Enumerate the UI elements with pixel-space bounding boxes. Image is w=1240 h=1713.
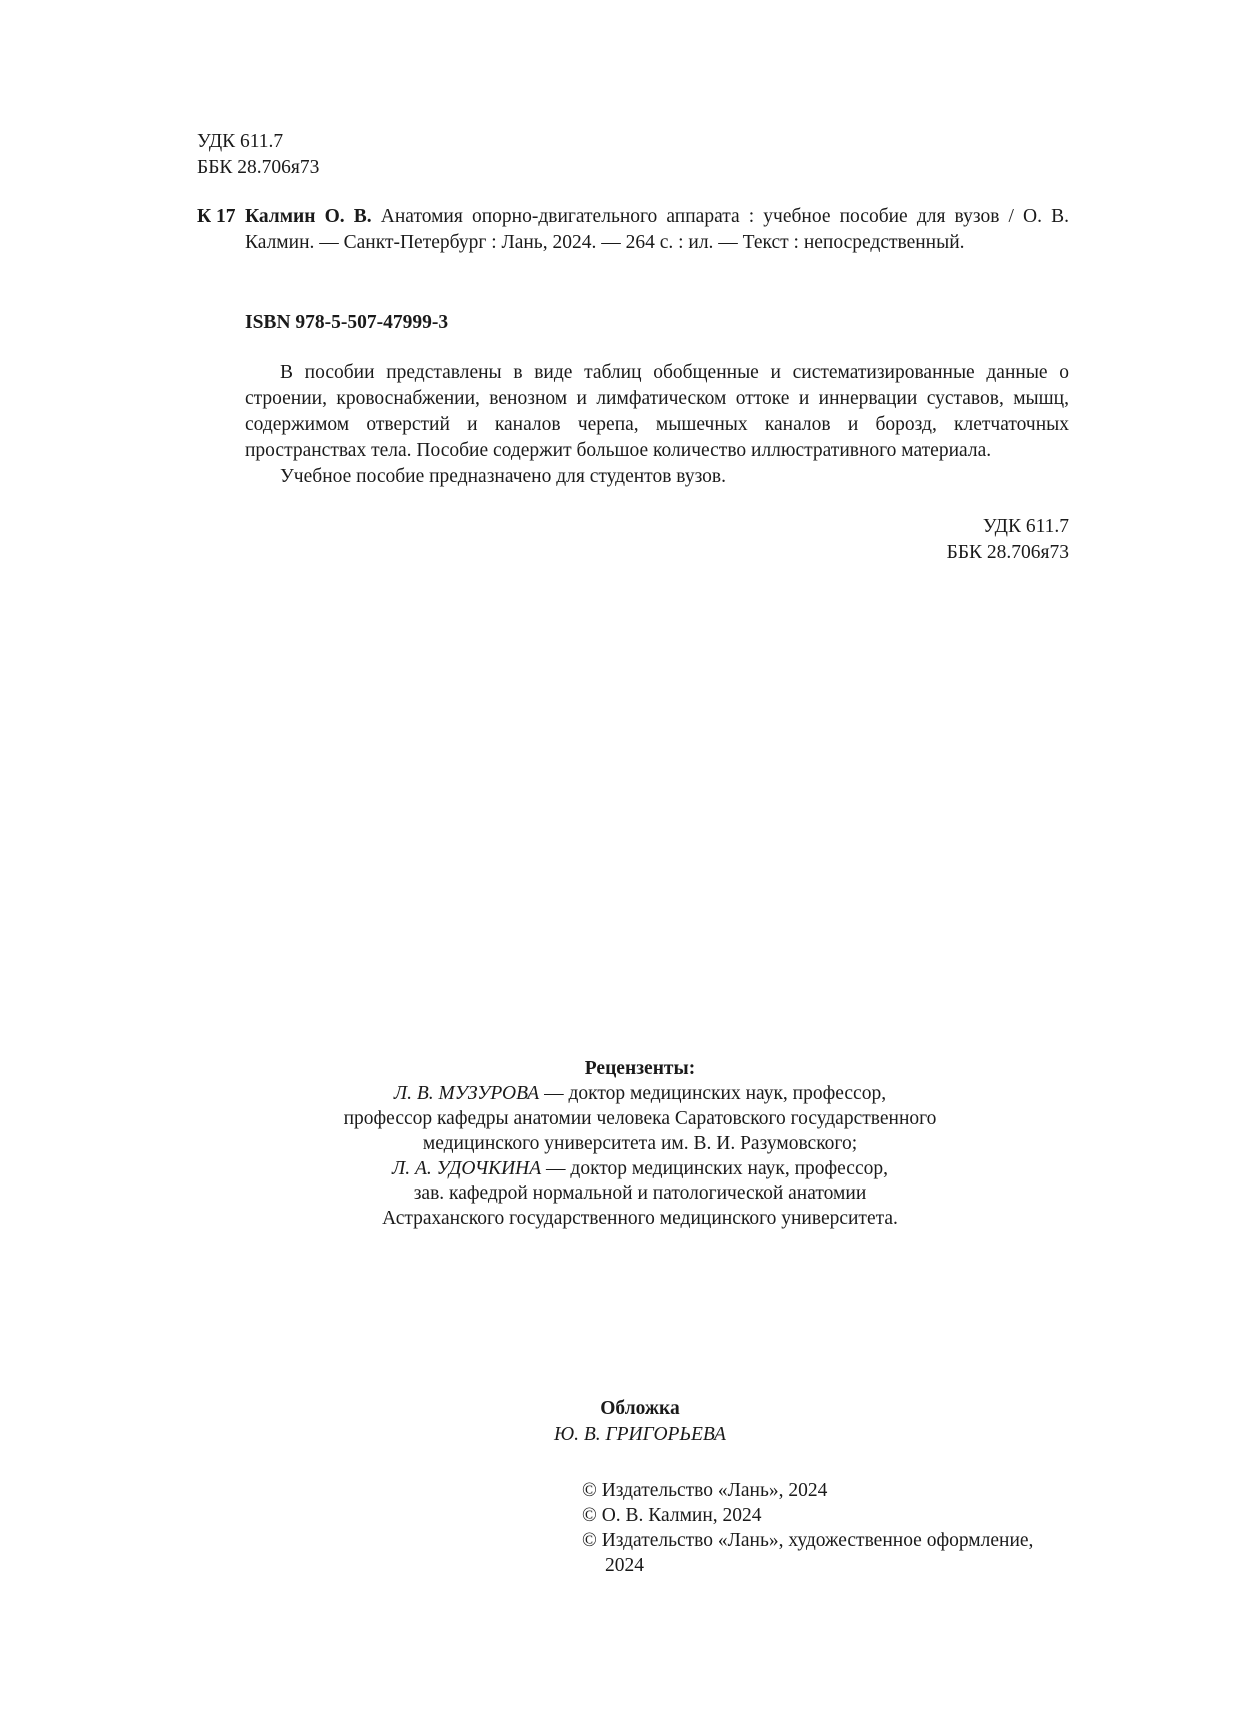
bibliographic-description — [245, 204, 1069, 256]
bbk-code: ББК 28.706я73 — [197, 157, 320, 178]
author-name: Калмин О. В. — [245, 206, 372, 227]
copyright-line: © Издательство «Лань», художественное оформление, — [582, 1530, 1034, 1551]
reviewers-block — [300, 1056, 980, 1231]
isbn: ISBN 978-5-507-47999-3 — [245, 312, 449, 333]
reviewer-affiliation: зав. кафедрой нормальной и патологической анатомии — [413, 1183, 867, 1204]
reviewer-title: — доктор медицинских наук, профессор, — [539, 1083, 887, 1104]
abstract-audience: Учебное пособие предназначено для студентов вузов. — [280, 466, 726, 487]
reviewer-2 — [300, 1156, 980, 1181]
cover-designer: Ю. В. ГРИГОРЬЕВА — [554, 1424, 726, 1445]
reviewer-name: Л. В. МУЗУРОВА — [393, 1083, 540, 1104]
reviewer-affiliation: профессор кафедры анатомии человека Саратовского государственного — [343, 1108, 937, 1129]
udk-bbk-top — [197, 129, 319, 181]
reviewers-heading: Рецензенты: — [584, 1058, 696, 1079]
reviewer-affiliation: медицинского университета им. В. И. Разумовского; — [422, 1133, 858, 1154]
cover-credit — [400, 1396, 880, 1448]
abstract-paragraph: В пособии представлены в виде таблиц обобщенные и систематизированные данные о строении, кровоснабжении, венозном и лимфатическом оттоке и иннервации суставов, мышц, содержимом отверстий и каналов черепа, мышечных каналов и борозд, клетчаточных пространствах тела. Пособие содержит большое количество иллюстративного материала. — [245, 362, 1069, 461]
udk-code: УДК 611.7 — [197, 131, 284, 152]
copyright-line: 2024 — [605, 1555, 644, 1576]
reviewer-1 — [300, 1081, 980, 1106]
reviewer-name: Л. А. УДОЧКИНА — [391, 1158, 542, 1179]
copyright-line: © Издательство «Лань», 2024 — [582, 1480, 828, 1501]
reviewer-title: — доктор медицинских наук, профессор, — [541, 1158, 888, 1179]
copyright-block — [582, 1478, 1082, 1578]
title-description: Анатомия опорно-двигательного аппарата : учебное пособие для вузов / О. В. Калмин. — Санкт-Петербург : Лань, 2024. — 264 с. : ил. — Текст : непосредственный. — [245, 206, 1070, 253]
udk-code: УДК 611.7 — [982, 516, 1069, 537]
cover-heading: Обложка — [600, 1398, 680, 1419]
reviewer-affiliation: Астраханского государственного медицинского университета. — [382, 1208, 898, 1229]
copyright-line: © О. В. Калмин, 2024 — [582, 1505, 762, 1526]
udk-bbk-bottom — [947, 514, 1069, 566]
abstract — [245, 360, 1069, 490]
bibliographic-record — [197, 204, 1069, 256]
author-mark: К 17 — [197, 206, 236, 227]
bbk-code: ББК 28.706я73 — [946, 542, 1069, 563]
